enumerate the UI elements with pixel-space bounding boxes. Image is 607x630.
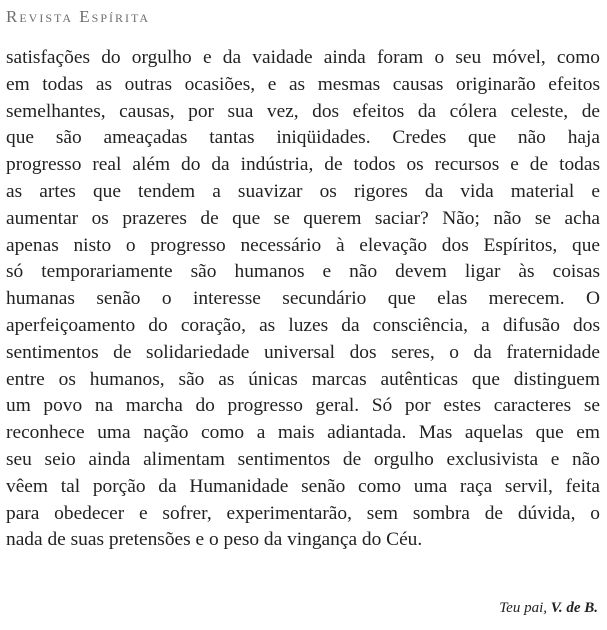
text-line: seu seio ainda alimentam sentimentos de orgulho exclusivista e não xyxy=(6,448,600,470)
text-line: para obedecer e sofrer, experimentarão, sem sombra de dúvida, o xyxy=(6,502,600,524)
text-line-last: nada de suas pretensões e o peso da vingança do Céu. xyxy=(6,529,423,551)
text-line: humanas senão o interesse secundário que elas merecem. O xyxy=(6,288,600,310)
text-line: reconhece uma nação como a mais adiantada. Mas aquelas que em xyxy=(6,422,600,444)
text-line: semelhantes, causas, por sua vez, dos efeitos da cólera celeste, de xyxy=(6,100,600,122)
text-line: que são ameaçadas tantas iniqüidades. Credes que não haja xyxy=(6,127,600,149)
signature-prefix: Teu pai, xyxy=(499,600,548,616)
text-line: aperfeiçoamento do coração, as luzes da consciência, a difusão dos xyxy=(6,314,600,336)
signature xyxy=(499,600,598,617)
text-line: as artes que tendem a suavizar os rigores da vida material e xyxy=(6,180,600,202)
text-line: satisfações do orgulho e da vaidade ainda foram o seu móvel, como xyxy=(6,47,600,68)
text-line: sentimentos de solidariedade universal dos seres, o da fraternidade xyxy=(6,341,600,363)
text-line: um povo na marcha do progresso geral. Só por estes caracteres se xyxy=(6,395,600,417)
text-line: em todas as outras ocasiões, e as mesmas causas originarão efeitos xyxy=(6,73,600,95)
text-line: progresso real além do da indústria, de todos os recursos e de todas xyxy=(6,154,600,176)
text-line: entre os humanos, são as únicas marcas autênticas que distinguem xyxy=(6,368,600,390)
body-text xyxy=(6,45,600,554)
text-line: vêem tal porção da Humanidade senão como uma raça servil, feita xyxy=(6,475,600,497)
text-line: aumentar os prazeres de que se querem saciar? Não; não se acha xyxy=(6,207,600,229)
signature-name: V. de B. xyxy=(550,600,598,616)
text-line: apenas nisto o progresso necessário à elevação dos Espíritos, que xyxy=(6,234,600,256)
text-line: só temporariamente são humanos e não devem ligar às coisas xyxy=(6,261,600,283)
running-header: Revista Espírita xyxy=(6,7,151,26)
